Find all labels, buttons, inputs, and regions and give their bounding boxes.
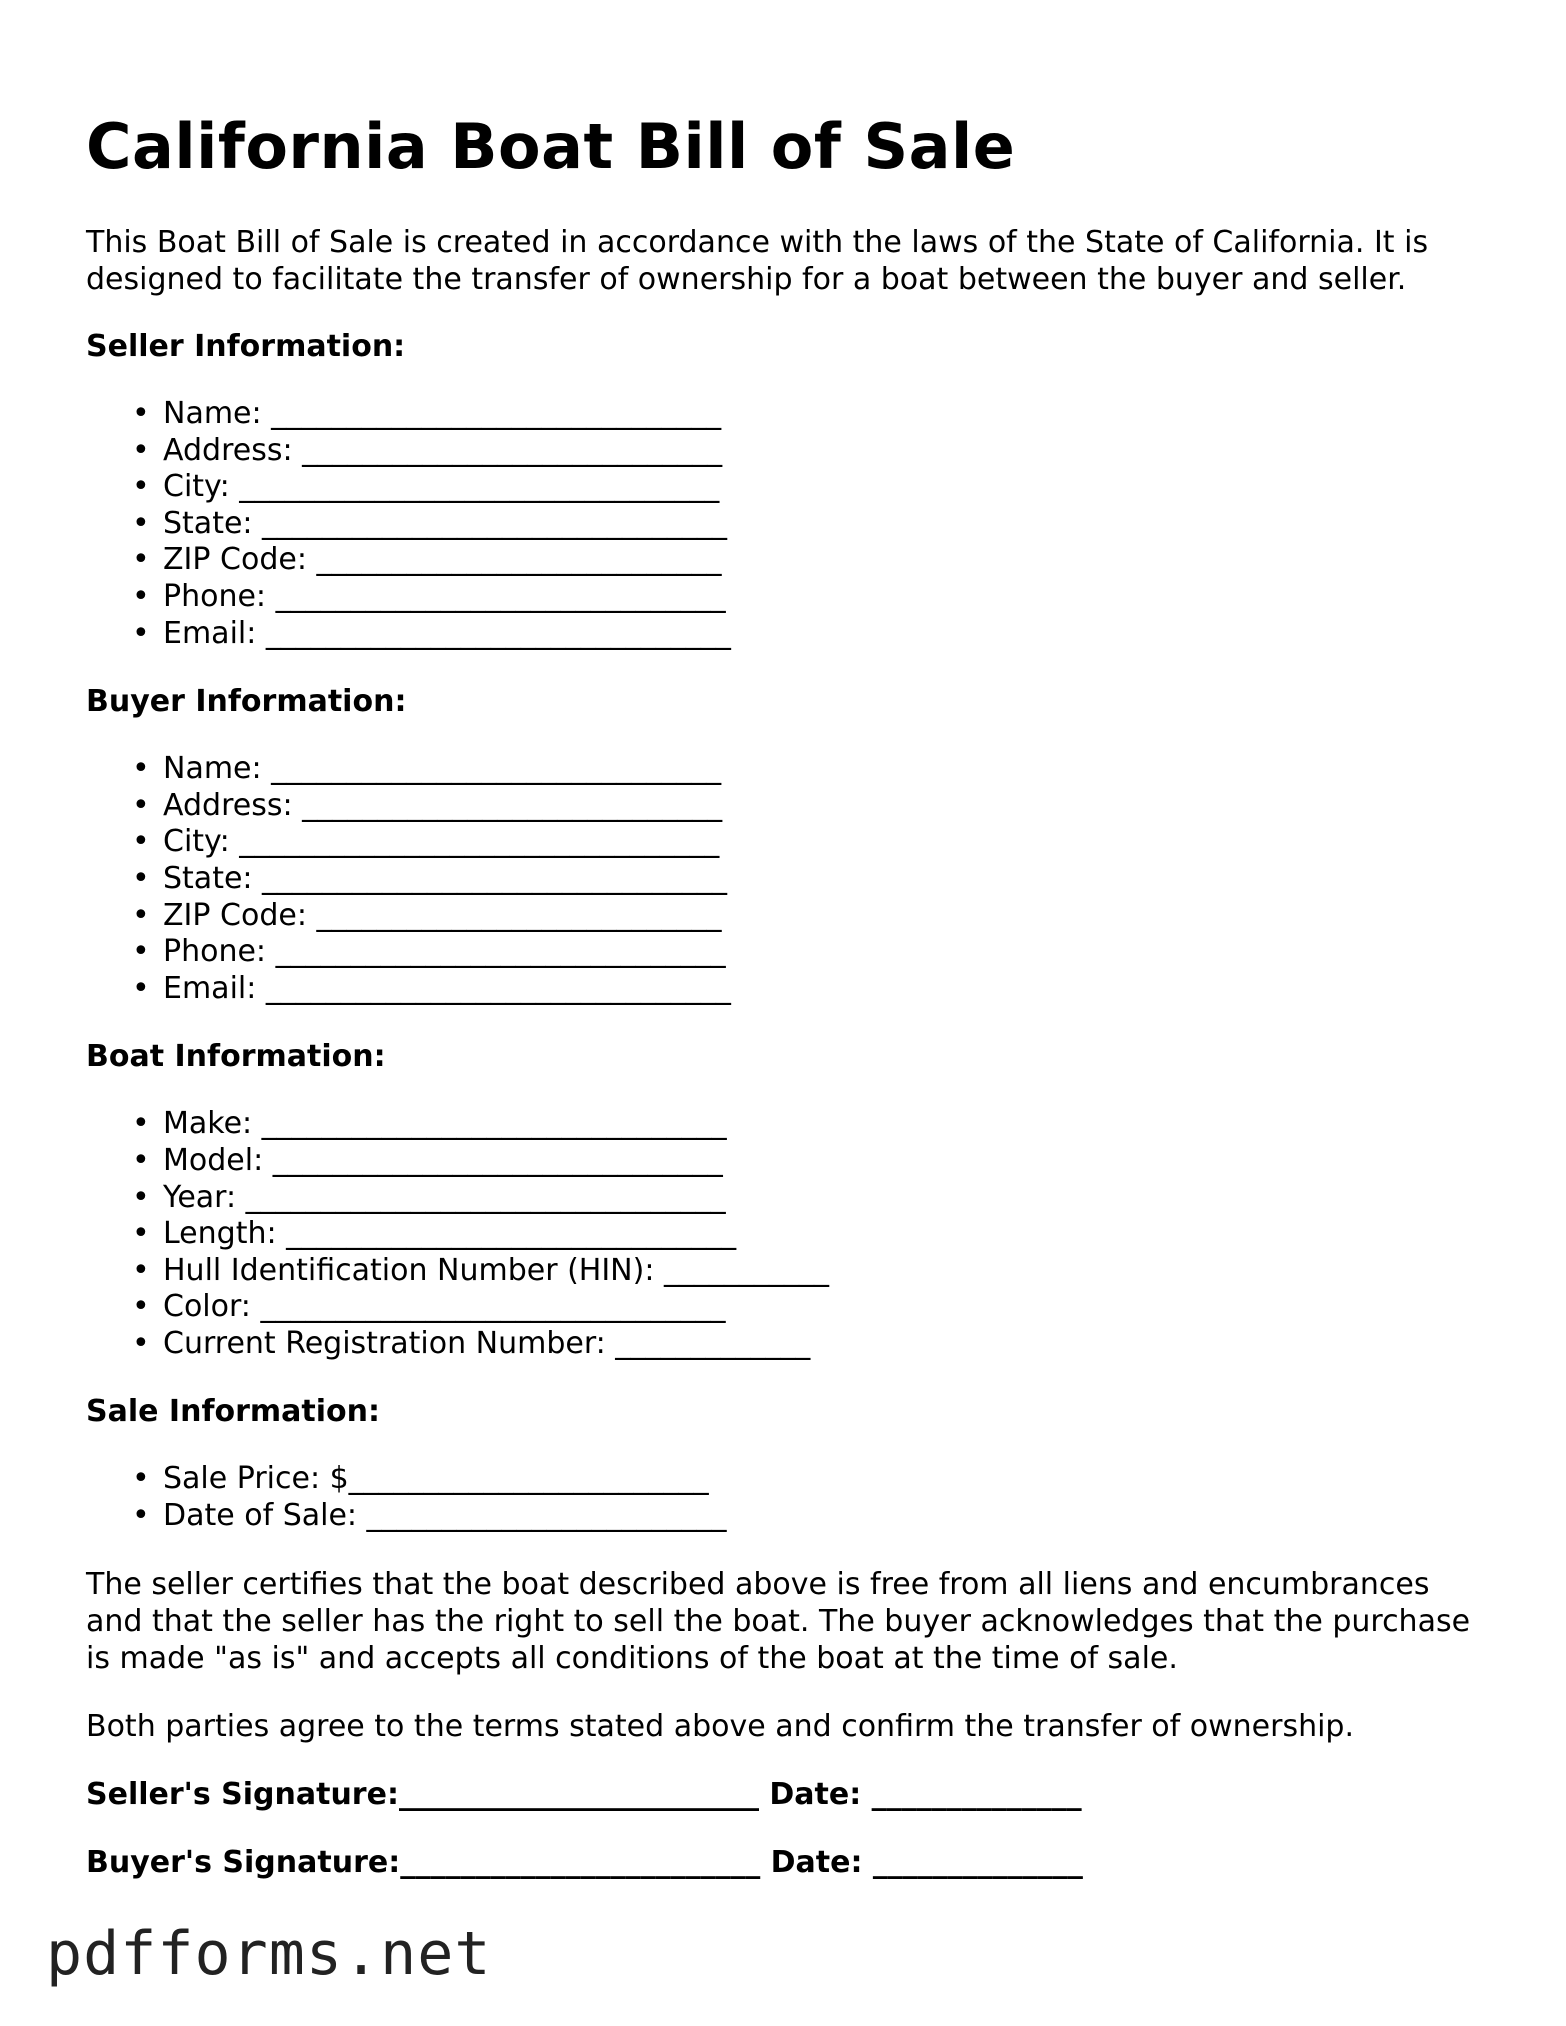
certification-paragraph: The seller certifies that the boat described above is free from all liens and encumbrances and that the seller has the right to sell the boat. The buyer acknowledges that the purchase is made "as is" and accepts all conditions of the boat at the time of sale. — [86, 1566, 1471, 1676]
field-text: City: ________________________________ — [163, 469, 720, 505]
boat-field-list — [86, 1106, 1486, 1362]
field-text: State: _______________________________ — [163, 860, 728, 896]
document-page — [86, 102, 1486, 1912]
field-text: ZIP Code: ___________________________ — [163, 897, 722, 933]
field-text: Color: _______________________________ — [163, 1289, 726, 1325]
field-text: Phone: ______________________________ — [163, 578, 726, 614]
field-text: Model: ______________________________ — [163, 1142, 723, 1178]
field-text: Name: ______________________________ — [163, 396, 722, 431]
buyer-field-list — [86, 751, 1486, 1007]
sale-date-field[interactable] — [86, 1498, 1486, 1535]
bullet: • — [132, 505, 150, 541]
bullet: • — [132, 1289, 150, 1325]
seller-address-field[interactable] — [86, 433, 1486, 470]
sale-field-list — [86, 1461, 1486, 1534]
sale-section-heading: Sale Information: — [86, 1394, 380, 1430]
field-text: Address: ____________________________ — [163, 787, 723, 823]
seller-field-list — [86, 396, 1486, 652]
buyer-section-heading: Buyer Information: — [86, 684, 407, 720]
sale-price-field[interactable] — [86, 1461, 1486, 1498]
bullet: • — [132, 1325, 150, 1361]
bullet: • — [132, 432, 150, 468]
bullet: • — [132, 1216, 150, 1252]
bullet: • — [132, 542, 150, 578]
seller-signature-line[interactable]: Seller's Signature:________________________ Date: ______________ — [86, 1776, 1082, 1812]
buyer-state-field[interactable] — [86, 861, 1486, 898]
boat-length-field[interactable] — [86, 1216, 1486, 1253]
field-text: Name: ______________________________ — [163, 751, 722, 787]
bullet: • — [132, 1142, 150, 1178]
seller-state-field[interactable] — [86, 506, 1486, 543]
bullet: • — [132, 934, 150, 970]
bullet: • — [132, 1252, 150, 1288]
bullet: • — [132, 751, 150, 787]
field-text: ZIP Code: ___________________________ — [163, 542, 722, 578]
bullet: • — [132, 1106, 150, 1142]
seller-phone-field[interactable] — [86, 579, 1486, 616]
intro-paragraph: This Boat Bill of Sale is created in accordance with the laws of the State of California. It is designed to facilitate the transfer of ownership for a boat between the buyer and seller. — [86, 225, 1429, 297]
seller-zip-field[interactable] — [86, 542, 1486, 579]
field-text: Year: ________________________________ — [163, 1179, 726, 1215]
seller-email-field[interactable] — [86, 616, 1486, 653]
field-text: City: ________________________________ — [163, 824, 720, 860]
buyer-name-field[interactable] — [86, 751, 1486, 788]
field-text: Phone: ______________________________ — [163, 934, 726, 970]
bullet: • — [132, 1498, 150, 1534]
boat-color-field[interactable] — [86, 1289, 1486, 1326]
seller-city-field[interactable] — [86, 469, 1486, 506]
bullet: • — [132, 860, 150, 896]
field-text: Address: ____________________________ — [163, 432, 723, 468]
field-text: Date of Sale: ________________________ — [163, 1498, 727, 1534]
bullet: • — [132, 578, 150, 614]
field-text: Email: _______________________________ — [163, 970, 731, 1006]
bullet: • — [132, 396, 150, 431]
boat-hin-field[interactable] — [86, 1253, 1486, 1290]
boat-model-field[interactable] — [86, 1143, 1486, 1180]
bullet: • — [132, 1179, 150, 1215]
buyer-city-field[interactable] — [86, 824, 1486, 861]
bullet: • — [132, 897, 150, 933]
field-text: Email: _______________________________ — [163, 615, 731, 651]
bullet: • — [132, 787, 150, 823]
boat-registration-field[interactable] — [86, 1326, 1486, 1363]
boat-year-field[interactable] — [86, 1180, 1486, 1217]
field-text: Length: ______________________________ — [163, 1216, 737, 1252]
boat-section-heading: Boat Information: — [86, 1039, 386, 1075]
boat-make-field[interactable] — [86, 1106, 1486, 1143]
buyer-phone-field[interactable] — [86, 934, 1486, 971]
buyer-zip-field[interactable] — [86, 898, 1486, 935]
field-text: Current Registration Number: _____________ — [163, 1325, 811, 1361]
buyer-address-field[interactable] — [86, 788, 1486, 825]
field-text: State: _______________________________ — [163, 505, 728, 541]
bullet: • — [132, 615, 150, 651]
field-text: Make: _______________________________ — [163, 1106, 727, 1142]
bullet: • — [132, 970, 150, 1006]
field-text: Sale Price: $________________________ — [163, 1461, 709, 1497]
buyer-signature-line[interactable]: Buyer's Signature:________________________ Date: ______________ — [86, 1844, 1083, 1880]
seller-name-field[interactable] — [86, 396, 1486, 433]
bullet: • — [132, 824, 150, 860]
bullet: • — [132, 1461, 150, 1497]
agreement-paragraph: Both parties agree to the terms stated above and confirm the transfer of ownership. — [86, 1708, 1355, 1744]
buyer-email-field[interactable] — [86, 971, 1486, 1008]
watermark-logo: pdfforms.net — [46, 1919, 492, 1989]
bullet: • — [132, 469, 150, 505]
field-text: Hull Identification Number (HIN): ___________ — [163, 1252, 829, 1288]
document-title: California Boat Bill of Sale — [86, 110, 1016, 183]
seller-section-heading: Seller Information: — [86, 329, 406, 364]
